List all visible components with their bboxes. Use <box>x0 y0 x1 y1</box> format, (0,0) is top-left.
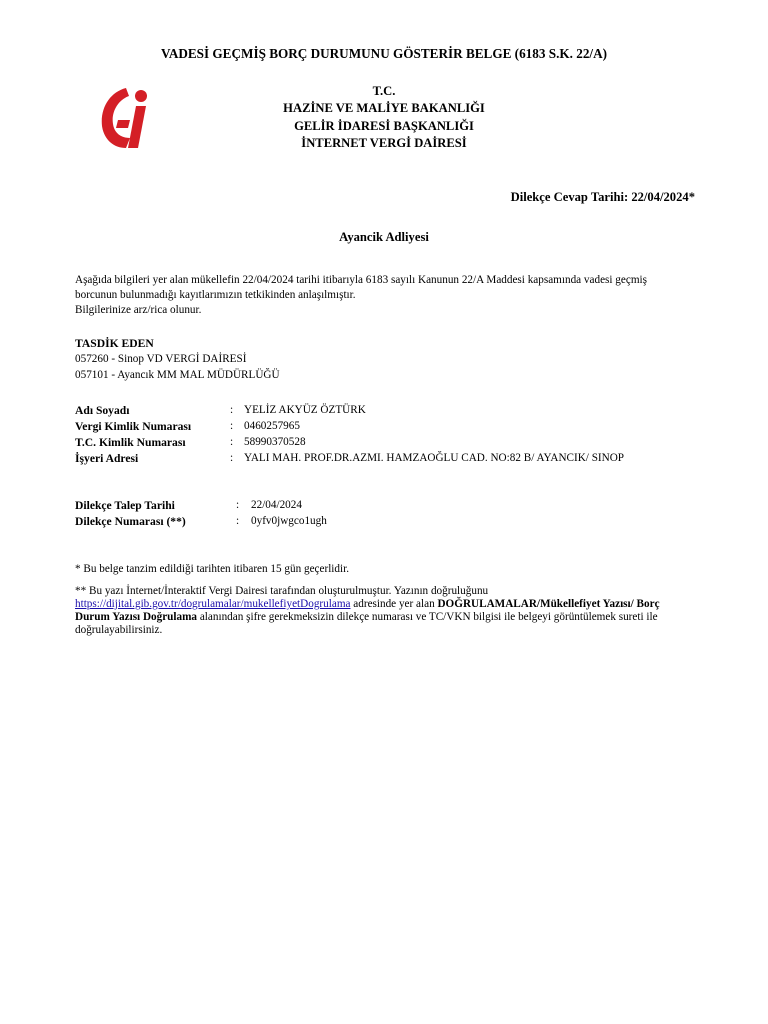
body-line-2: borcunun bulunmadığı kayıtlarımızın tetkikinden anlaşılmıştır. <box>75 289 356 301</box>
address-colon: : <box>230 452 234 464</box>
addressee: Ayancik Adliyesi <box>339 230 429 244</box>
name-colon: : <box>230 404 234 416</box>
approver-title: TASDİK EDEN <box>75 337 154 350</box>
name-label: Adı Soyadı <box>75 404 130 417</box>
reply-date: Dilekçe Cevap Tarihi: 22/04/2024* <box>510 190 695 204</box>
petition-date-colon: : <box>236 499 240 511</box>
tax-id-colon: : <box>230 420 234 432</box>
address-label: İşyeri Adresi <box>75 452 139 465</box>
national-id-label: T.C. Kimlik Numarası <box>75 436 186 449</box>
verification-note-text-b: alanından şifre gerekmeksizin dilekçe numarası ve TC/VKN bilgisi ile belgeyi görüntülemek sureti ile doğrulayabilirsiniz. <box>75 611 658 636</box>
address-value: YALI MAH. PROF.DR.AZMI. HAMZAOĞLU CAD. NO:82 B/ AYANCIK/ SINOP <box>244 452 625 464</box>
header-tc: T.C. <box>372 84 396 98</box>
verification-note <box>75 585 695 637</box>
tax-id-value: 0460257965 <box>244 420 300 432</box>
document-title: VADESİ GEÇMİŞ BORÇ DURUMUNU GÖSTERİR BELGE (6183 S.K. 22/A) <box>161 46 607 61</box>
name-value: YELİZ AKYÜZ ÖZTÜRK <box>244 404 366 416</box>
validity-note: * Bu belge tanzim edildiği tarihten itibaren 15 gün geçerlidir. <box>75 563 350 575</box>
petition-date-label: Dilekçe Talep Tarihi <box>75 499 175 512</box>
petition-number-value: 0yfv0jwgco1ugh <box>251 515 327 527</box>
verification-note-bold: DOĞRULAMALAR/Mükellefiyet Yazısı/ Borç Durum Yazısı Doğrulama <box>75 598 660 623</box>
approver-line-2: 057101 - Ayancık MM MAL MÜDÜRLÜĞÜ <box>75 369 280 381</box>
approver-line-1: 057260 - Sinop VD VERGİ DAİRESİ <box>75 353 247 365</box>
header-directorate: GELİR İDARESİ BAŞKANLIĞI <box>294 119 474 133</box>
verification-note-text-a: adresinde yer alan <box>350 598 438 610</box>
body-line-1: Aşağıda bilgileri yer alan mükellefin 22/04/2024 tarihi itibarıyla 6183 sayılı Kanunun 22/A Maddesi kapsamında vadesi geçmiş <box>75 274 647 286</box>
body-line-3: Bilgilerinize arz/rica olunur. <box>75 304 202 316</box>
petition-date-value: 22/04/2024 <box>251 499 302 511</box>
verification-link[interactable]: https://dijital.gib.gov.tr/dogrulamalar/mukellefiyetDogrulama <box>75 598 351 610</box>
header-ministry: HAZİNE VE MALİYE BAKANLIĞI <box>283 101 485 115</box>
verification-note-line1: ** Bu yazı İnternet/İnteraktif Vergi Dairesi tarafından oluşturulmuştur. Yazının doğruluğunu <box>75 585 489 597</box>
petition-number-label: Dilekçe Numarası (**) <box>75 515 186 528</box>
national-id-value: 58990370528 <box>244 436 306 448</box>
tax-id-label: Vergi Kimlik Numarası <box>75 420 192 433</box>
petition-number-colon: : <box>236 515 240 527</box>
national-id-colon: : <box>230 436 234 448</box>
header-office: İNTERNET VERGİ DAİRESİ <box>301 136 467 150</box>
